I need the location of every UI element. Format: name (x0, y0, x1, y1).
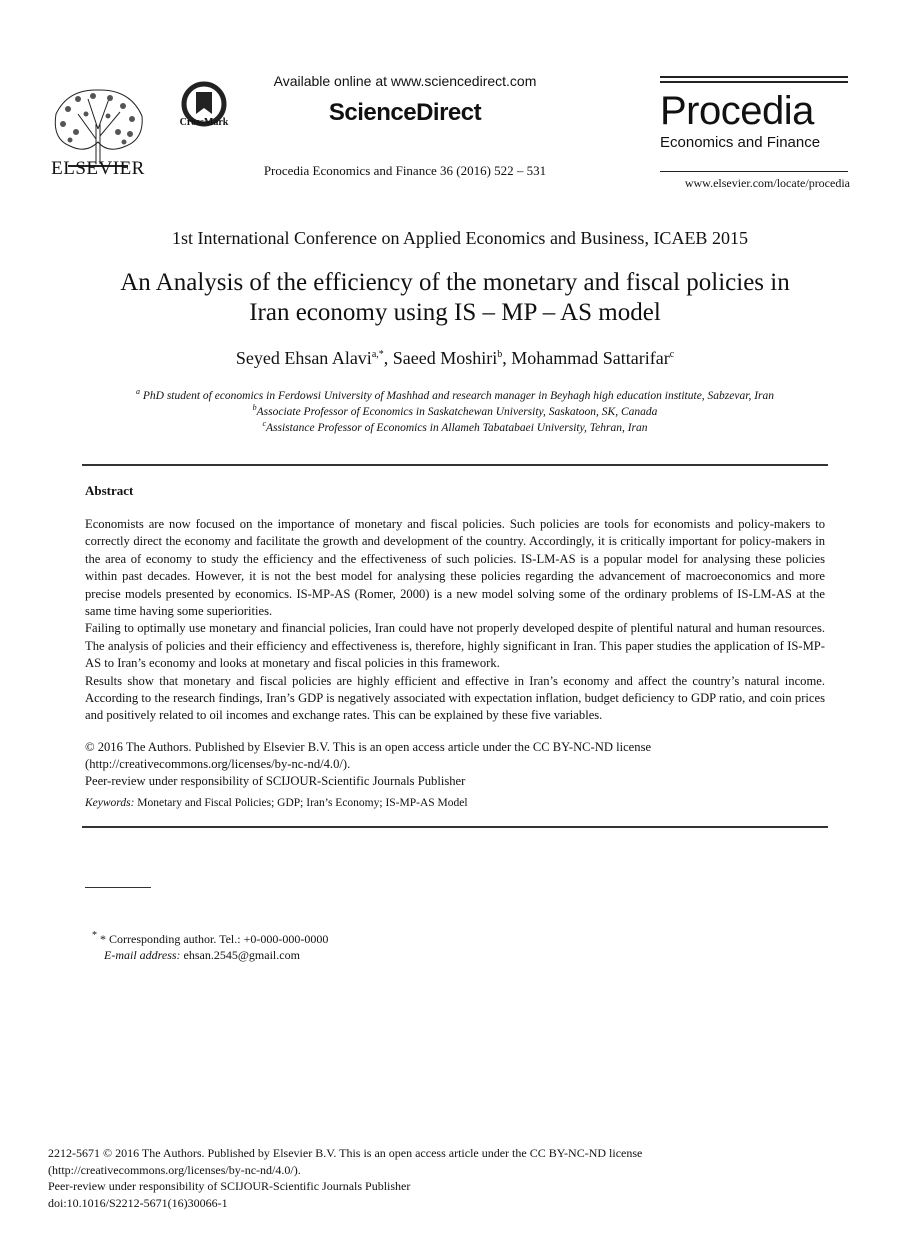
crossmark-label: CrossMark (179, 117, 229, 128)
affiliation (60, 387, 850, 402)
abstract-paragraph: Results show that monetary and fiscal policies are highly efficient and effective in Iran’s economy and affect the country’s natural income. According to the research findings, Iran’s GDP is negatively associated with expectation inflation, budget deficiency to GDP ratio, and coin prices and positively related to oil incomes and exchange rates. This can be explained by these five variables. (85, 673, 825, 723)
footnote-mark: * (92, 930, 97, 941)
abstract-heading: Abstract (85, 483, 134, 498)
author-name: Seyed Ehsan Alavi (235, 348, 372, 368)
affiliation-mark: a (135, 387, 140, 396)
license-link[interactable]: (http://creativecommons.org/licenses/by-nc-nd/4.0/). (85, 757, 351, 771)
available-online: Available online at www.sciencedirect.com (273, 73, 537, 89)
procedia-url[interactable]: www.elsevier.com/locate/procedia (684, 176, 850, 190)
affiliation-mark: c (262, 419, 267, 428)
keywords (85, 797, 825, 809)
section-divider (82, 826, 828, 828)
keywords-text: Monetary and Fiscal Policies; GDP; Iran’s Economy; IS-MP-AS Model (134, 797, 468, 809)
author-list (60, 348, 850, 369)
keywords-label: Keywords: (85, 797, 135, 809)
author-name: Mohammad Sattarifar (511, 348, 670, 368)
corresponding-author: * Corresponding author. Tel.: +0-000-000-0000 (97, 932, 329, 946)
license-line: © 2016 The Authors. Published by Elsevier B.V. This is an open access article under the CC BY-NC-ND license (85, 740, 652, 754)
footnote (92, 928, 328, 963)
procedia-subtitle: Economics and Finance (660, 134, 821, 151)
journal-reference: Procedia Economics and Finance 36 (2016) 522 – 531 (263, 163, 547, 178)
author-separator: , (383, 348, 393, 368)
affiliation-mark: b (252, 403, 257, 412)
author-name: Saeed Moshiri (392, 348, 498, 368)
affiliation-text: PhD student of economics in Ferdowsi University of Mashhad and research manager in Beyhagh high education institute, Sabzevar, Iran (139, 389, 774, 402)
procedia-name: Procedia (660, 89, 814, 133)
conference-name: 1st International Conference on Applied Economics and Business, ICAEB 2015 (172, 228, 748, 248)
sciencedirect-brand: ScienceDirect (328, 99, 482, 126)
affiliation (60, 419, 850, 434)
title-line-2: Iran economy using IS – MP – AS model (249, 299, 661, 326)
affiliation-text: Associate Professor of Economics in Saskatchewan University, Saskatoon, SK, Canada (256, 405, 658, 418)
page-footer (48, 1145, 808, 1211)
footer-license-link[interactable]: (http://creativecommons.org/licenses/by-nc-nd/4.0/). (48, 1162, 301, 1177)
peer-review-line: Peer-review under responsibility of SCIJOUR-Scientific Journals Publisher (85, 774, 466, 788)
section-divider (82, 464, 828, 466)
affiliation (60, 403, 850, 418)
procedia-rule (660, 171, 848, 172)
footnote-rule (85, 887, 151, 888)
affiliation-text: Assistance Professor of Economics in Allameh Tabatabaei University, Tehran, Iran (266, 421, 648, 434)
footer-doi[interactable]: doi:10.1016/S2212-5671(16)30066-1 (48, 1195, 228, 1210)
author-separator: , (502, 348, 512, 368)
paper-title (60, 268, 850, 328)
abstract-paragraph: Economists are now focused on the importance of monetary and fiscal policies. Such policies are tools for economists and policy-makers to correctly direct the economy and facilitate the growth and development of the country. Accordingly, it is critically important for policy-makers in the area of economy to study the efficiency and the effectiveness of such policies. IS-LM-AS is a popular model for analysing these policies within past decades. However, it is not the best model for analysing these policies regarding the advancement of macroeconomics and more precise models presented by economics. IS-MP-AS (Romer, 2000) is a new model solving some of the ordinary problems of IS-LM-AS at the same time having some superiorities. (85, 517, 825, 619)
footer-issn-line: 2212-5671 © 2016 The Authors. Published by Elsevier B.V. This is an open access article under the CC BY-NC-ND license (48, 1146, 643, 1160)
email-label: E-mail address: (104, 948, 181, 962)
abstract-paragraph: Failing to optimally use monetary and financial policies, Iran could have not properly developed despite of plentiful natural and human resources. The analysis of policies and their efficiency and effectiveness is, therefore, highly significant in Iran. This paper studies the application of IS-MP-AS to Iran’s economy and looks at monetary and fiscal policies in this framework. (85, 621, 825, 671)
procedia-logo (660, 76, 848, 151)
email-address[interactable]: ehsan.2545@gmail.com (180, 948, 300, 962)
title-line-1: An Analysis of the efficiency of the monetary and fiscal policies in (120, 269, 790, 296)
author-affil-mark: b (497, 349, 503, 360)
abstract-body (85, 516, 825, 725)
license-block (85, 739, 825, 790)
author-affil-mark: a,* (371, 349, 384, 360)
footer-peer-review: Peer-review under responsibility of SCIJOUR-Scientific Journals Publisher (48, 1179, 411, 1193)
author-affil-mark: c (669, 349, 675, 360)
elsevier-wordmark: ELSEVIER (51, 158, 145, 179)
